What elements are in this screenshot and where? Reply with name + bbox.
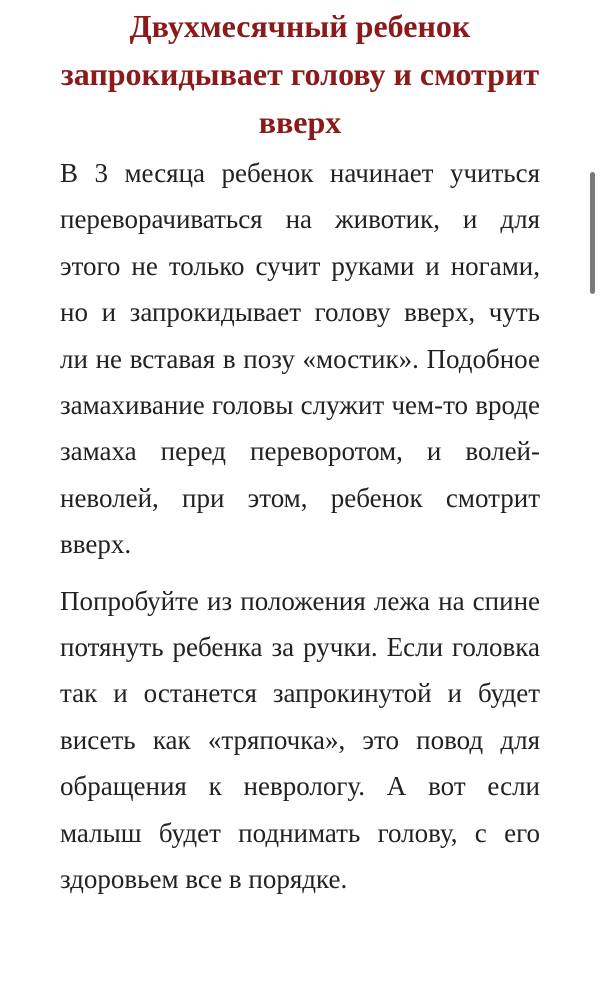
article	[60, 0, 540, 903]
scrollbar-thumb[interactable]	[590, 172, 595, 294]
article-title: Двухмесячный ребенок запрокидывает голову и смотрит вверх	[60, 8, 540, 140]
article-paragraph: Попробуйте из положения лежа на спине потянуть ребенка за ручки. Если головка так и останется запрокинутой и будет висеть как «тряпочка», это повод для обращения к неврологу. А вот если малыш будет поднимать голову, с его здоровьем все в порядке.	[60, 585, 540, 895]
article-paragraph: В 3 месяца ребенок начинает учиться переворачиваться на животик, и для этого не только сучит руками и ногами, но и запрокидывает голову вверх, чуть ли не вставая в позу «мостик». Подобное замахивание головы служит чем-то вроде замаха перед переворотом, и волей-неволей, при этом, ребенок смотрит вверх.	[60, 158, 540, 560]
